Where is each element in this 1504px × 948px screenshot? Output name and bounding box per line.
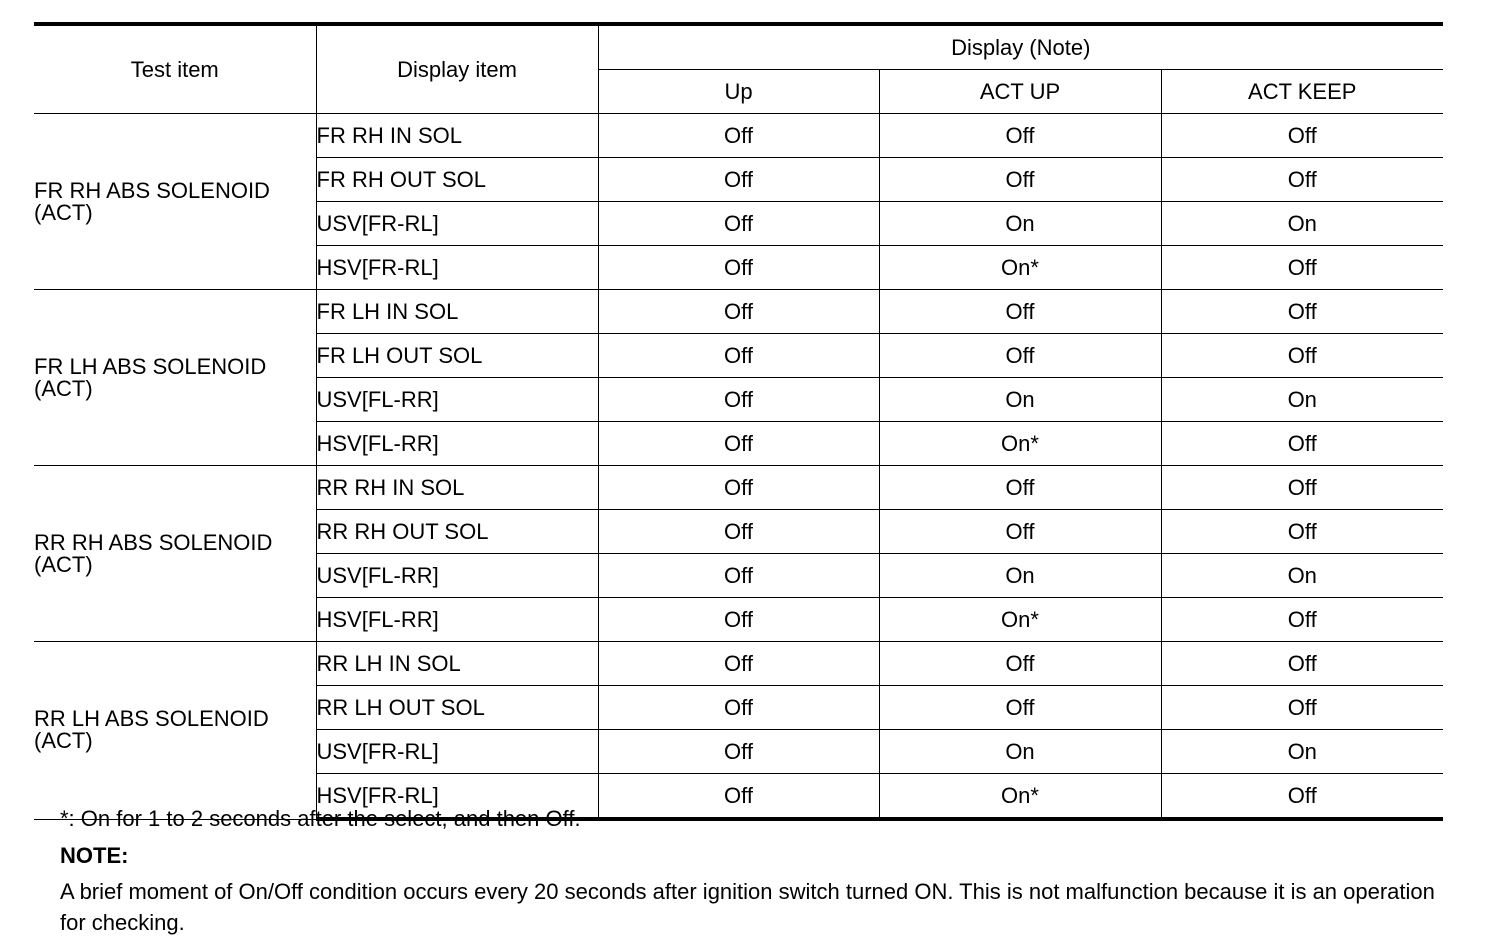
act-up-value-cell: On* (879, 246, 1161, 290)
test-item-cell (34, 290, 316, 466)
test-item-name: FR RH ABS SOLENOID (34, 177, 270, 203)
act-up-value-cell: Off (879, 158, 1161, 202)
up-value-cell: Off (598, 290, 879, 334)
display-item-cell: HSV[FL-RR] (316, 598, 598, 642)
test-item-cell (34, 114, 316, 290)
act-up-value-cell: Off (879, 642, 1161, 686)
test-item-cell (34, 642, 316, 820)
up-value-cell: Off (598, 510, 879, 554)
act-up-value-cell: Off (879, 466, 1161, 510)
test-item-mode: (ACT) (34, 199, 93, 225)
act-up-value-cell: Off (879, 510, 1161, 554)
up-value-cell: Off (598, 202, 879, 246)
header-display-item: Display item (316, 24, 598, 114)
up-value-cell: Off (598, 598, 879, 642)
footnote: *: On for 1 to 2 seconds after the select, and then Off. (60, 806, 581, 831)
header-test-item: Test item (34, 24, 316, 114)
up-value-cell: Off (598, 378, 879, 422)
act-up-value-cell: On (879, 554, 1161, 598)
table-row (34, 114, 1443, 158)
act-keep-value-cell: On (1161, 202, 1443, 246)
act-keep-value-cell: Off (1161, 774, 1443, 820)
display-item-cell: HSV[FR-RL] (316, 246, 598, 290)
header-row-top (34, 24, 1443, 70)
act-up-value-cell: On (879, 202, 1161, 246)
notes-section (60, 803, 1444, 938)
display-item-cell: USV[FR-RL] (316, 202, 598, 246)
note-body: A brief moment of On/Off condition occurs every 20 seconds after ignition switch turned ON. This is not malfunction because it is an operation for checking. (60, 879, 1435, 935)
display-item-cell: HSV[FR-RL] (316, 774, 598, 820)
act-keep-value-cell: Off (1161, 598, 1443, 642)
act-keep-value-cell: Off (1161, 158, 1443, 202)
act-up-value-cell: On (879, 730, 1161, 774)
act-up-value-cell: Off (879, 290, 1161, 334)
display-item-cell: RR LH IN SOL (316, 642, 598, 686)
act-up-value-cell: Off (879, 114, 1161, 158)
up-value-cell: Off (598, 246, 879, 290)
display-item-cell: USV[FL-RR] (316, 554, 598, 598)
up-value-cell: Off (598, 686, 879, 730)
act-keep-value-cell: Off (1161, 642, 1443, 686)
header-display-note: Display (Note) (598, 24, 1443, 70)
header-up: Up (598, 70, 879, 114)
solenoid-test-table-container (34, 22, 1443, 821)
act-up-value-cell: Off (879, 686, 1161, 730)
up-value-cell: Off (598, 422, 879, 466)
test-item-name: RR RH ABS SOLENOID (34, 529, 273, 555)
display-item-cell: RR RH IN SOL (316, 466, 598, 510)
test-item-cell (34, 466, 316, 642)
display-item-cell: HSV[FL-RR] (316, 422, 598, 466)
act-up-value-cell: On (879, 378, 1161, 422)
act-keep-value-cell: Off (1161, 114, 1443, 158)
act-keep-value-cell: On (1161, 554, 1443, 598)
act-keep-value-cell: Off (1161, 246, 1443, 290)
act-up-value-cell: Off (879, 334, 1161, 378)
test-item-mode: (ACT) (34, 728, 93, 754)
act-keep-value-cell: On (1161, 730, 1443, 774)
display-item-cell: USV[FR-RL] (316, 730, 598, 774)
test-item-name: FR LH ABS SOLENOID (34, 353, 267, 379)
up-value-cell: Off (598, 334, 879, 378)
up-value-cell: Off (598, 158, 879, 202)
display-item-cell: FR RH IN SOL (316, 114, 598, 158)
test-item-mode: (ACT) (34, 551, 93, 577)
act-up-value-cell: On* (879, 598, 1161, 642)
up-value-cell: Off (598, 114, 879, 158)
display-item-cell: FR LH IN SOL (316, 290, 598, 334)
solenoid-test-table (34, 22, 1443, 821)
act-keep-value-cell: Off (1161, 686, 1443, 730)
act-up-value-cell: On* (879, 422, 1161, 466)
table-row (34, 642, 1443, 686)
display-item-cell: USV[FL-RR] (316, 378, 598, 422)
act-keep-value-cell: Off (1161, 466, 1443, 510)
table-row (34, 290, 1443, 334)
up-value-cell: Off (598, 730, 879, 774)
act-keep-value-cell: Off (1161, 334, 1443, 378)
test-item-mode: (ACT) (34, 375, 93, 401)
display-item-cell: RR RH OUT SOL (316, 510, 598, 554)
header-act-keep: ACT KEEP (1161, 70, 1443, 114)
up-value-cell: Off (598, 642, 879, 686)
display-item-cell: FR RH OUT SOL (316, 158, 598, 202)
table-body (34, 114, 1443, 820)
header-act-up: ACT UP (879, 70, 1161, 114)
test-item-name: RR LH ABS SOLENOID (34, 706, 269, 732)
display-item-cell: RR LH OUT SOL (316, 686, 598, 730)
act-up-value-cell: On* (879, 774, 1161, 820)
up-value-cell: Off (598, 774, 879, 820)
up-value-cell: Off (598, 466, 879, 510)
act-keep-value-cell: Off (1161, 510, 1443, 554)
display-item-cell: FR LH OUT SOL (316, 334, 598, 378)
act-keep-value-cell: Off (1161, 422, 1443, 466)
up-value-cell: Off (598, 554, 879, 598)
table-row (34, 466, 1443, 510)
act-keep-value-cell: On (1161, 378, 1443, 422)
act-keep-value-cell: Off (1161, 290, 1443, 334)
note-heading: NOTE: (60, 843, 129, 868)
